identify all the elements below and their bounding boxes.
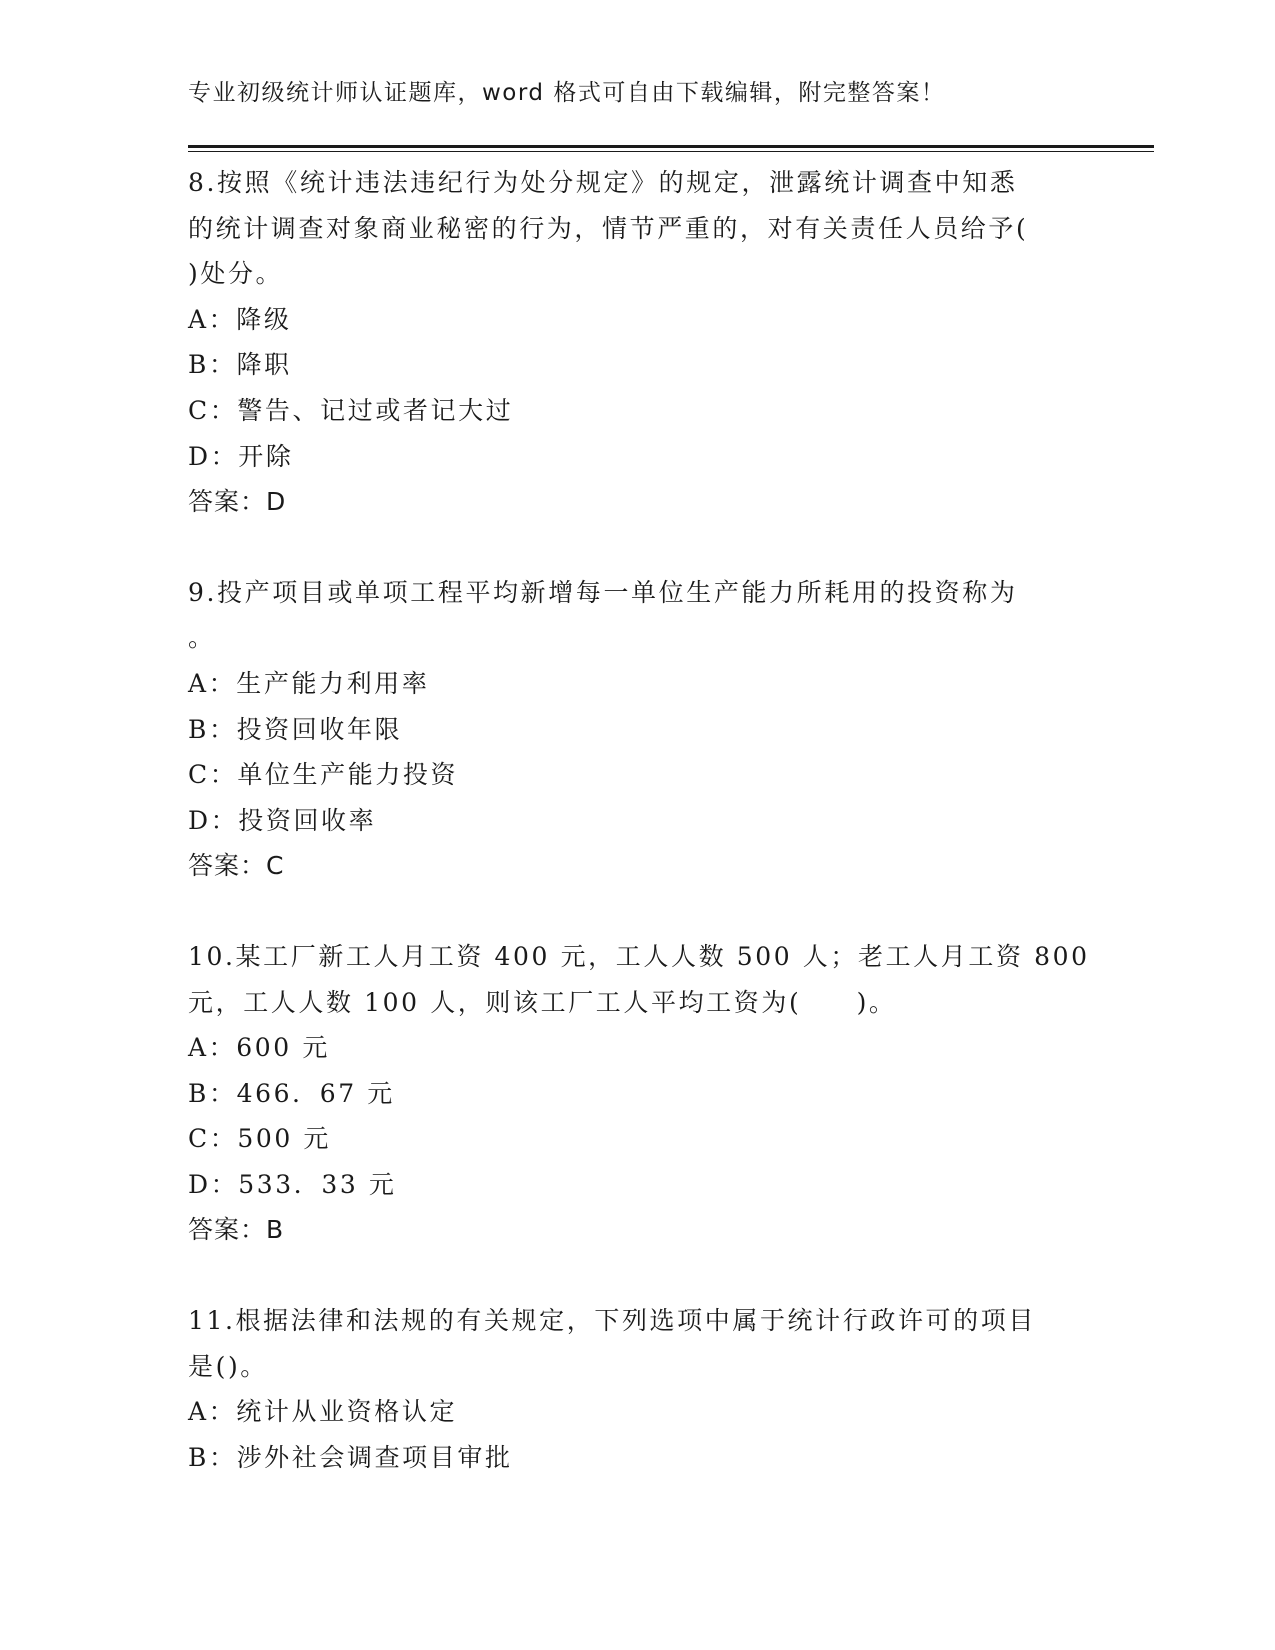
question-text-line: 是()。 [188, 1351, 268, 1381]
question-text-line: 的统计调查对象商业秘密的行为，情节严重的，对有关责任人员给予( [188, 213, 1029, 243]
question-text-line: 10.某工厂新工人月工资 400 元，工人人数 500 人；老工人月工资 800 [188, 941, 1090, 971]
option-d: D：投资回收率 [188, 805, 377, 835]
question-text-line: 11.根据法律和法规的有关规定，下列选项中属于统计行政许可的项目 [188, 1306, 1036, 1336]
question-9 [188, 570, 1088, 889]
option-b: B：涉外社会调查项目审批 [188, 1442, 513, 1472]
option-d: D：开除 [188, 441, 294, 471]
option-b: B：466．67 元 [188, 1078, 395, 1108]
answer: 答案：C [188, 851, 285, 881]
question-text-line: )处分。 [188, 259, 284, 289]
question-text-line: 。 [188, 623, 216, 653]
answer: 答案：D [188, 487, 287, 517]
question-8 [188, 160, 1088, 525]
option-b: B：降职 [188, 350, 292, 380]
question-text-line: 8.按照《统计违法违纪行为处分规定》的规定，泄露统计调查中知悉 [188, 168, 1018, 197]
option-a: A：600 元 [188, 1033, 330, 1063]
answer: 答案：B [188, 1215, 285, 1245]
question-10 [188, 934, 1088, 1253]
option-a: A：降级 [188, 304, 292, 334]
option-c: C：警告、记过或者记大过 [188, 395, 514, 425]
question-text-line: 9.投产项目或单项工程平均新增每一单位生产能力所耗用的投资称为 [188, 577, 1018, 607]
question-list [188, 160, 1088, 1525]
option-a: A：统计从业资格认定 [188, 1397, 458, 1427]
header-rule-thick [188, 145, 1154, 148]
option-d: D：533．33 元 [188, 1169, 397, 1199]
page-header: 专业初级统计师认证题库，word 格式可自由下载编辑，附完整答案！ [188, 80, 946, 106]
header-rule-thin [188, 151, 1154, 152]
option-c: C：单位生产能力投资 [188, 760, 459, 790]
question-text-line: 元，工人人数 100 人，则该工厂工人平均工资为( )。 [188, 987, 897, 1017]
option-c: C：500 元 [188, 1124, 331, 1154]
option-a: A：生产能力利用率 [188, 668, 430, 698]
question-11 [188, 1298, 1088, 1480]
option-b: B：投资回收年限 [188, 714, 403, 744]
